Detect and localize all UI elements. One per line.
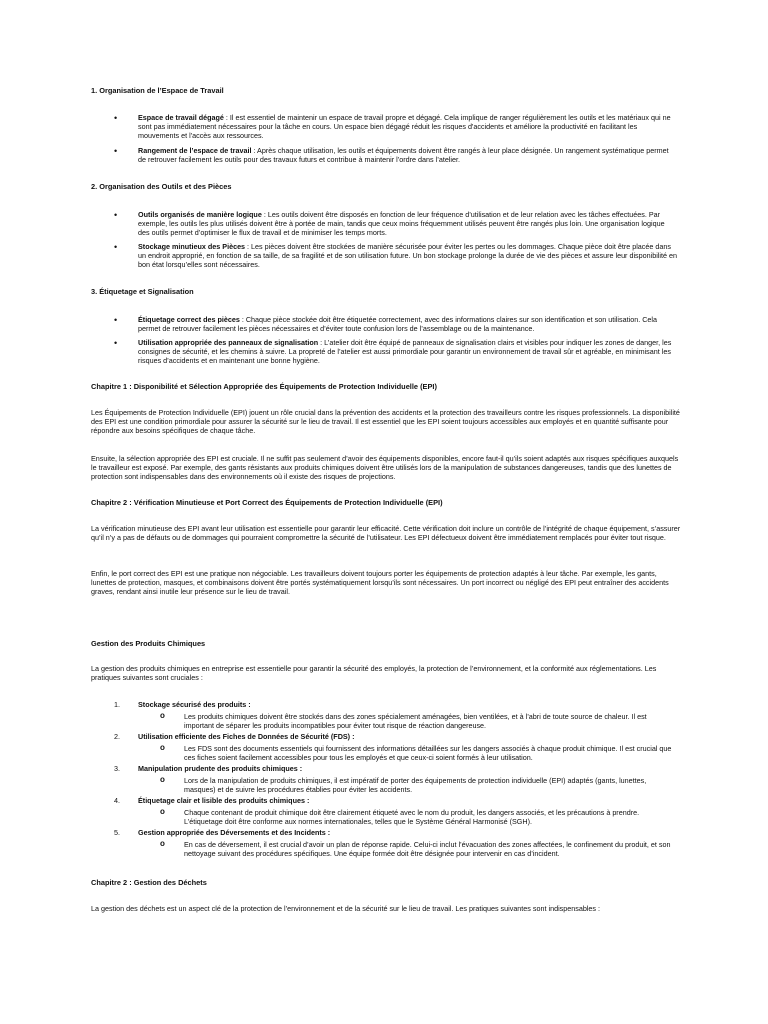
- circle-bullet-icon: o: [160, 743, 165, 752]
- section-3-heading: 3. Étiquetage et Signalisation: [91, 287, 194, 296]
- waste-chapter-heading: Chapitre 2 : Gestion des Déchets: [91, 878, 207, 887]
- s3-item-2: Utilisation appropriée des panneaux de signalisation : L’atelier doit être équipé de panneaux de signalisation clairs et visibles pour indiquer les zones de danger, les consignes de sécurité, et les chemins à suivre. La propreté de l’atelier est aussi primordiale pour garantir un environnement de travail sûr et agréable, en minimisant les risques d’accidents et en maintenant une bonne hygiène.: [138, 338, 672, 365]
- chemicals-item-title: Étiquetage clair et lisible des produits chimiques :: [138, 796, 310, 805]
- bullet-icon: •: [114, 146, 118, 156]
- bullet-icon: •: [114, 242, 118, 252]
- chemicals-item-text: Les FDS sont des documents essentiels qui fournissent des informations détaillées sur les dangers associés à chaque produit chimique. Il est crucial que ces fiches soient facilement accessibles pour tous les employés et que ceux-ci soient formés à leur utilisation.: [184, 744, 672, 762]
- chemicals-item-text: En cas de déversement, il est crucial d’avoir un plan de réponse rapide. Celui-ci inclut l’évacuation des zones affectées, le confinement du produit, et son nettoyage suivant des procédures spécifiques. Une équipe formée doit être désignée pour intervenir en cas d’incident.: [184, 840, 671, 858]
- circle-bullet-icon: o: [160, 775, 165, 784]
- circle-bullet-icon: o: [160, 711, 165, 720]
- section-2-heading: 2. Organisation des Outils et des Pièces: [91, 182, 232, 191]
- s1-item-2: Rangement de l’espace de travail : Après chaque utilisation, les outils et équipements doivent être rangés à leur place désignée. Un rangement systématique permet de retrouver facilement les outils pour des travaux futurs et contribue à maintenir l’ordre dans l’atelier.: [138, 146, 669, 164]
- circle-bullet-icon: o: [160, 807, 165, 816]
- waste-paragraph-1: La gestion des déchets est un aspect clé de la protection de l’environnement et de la sécurité sur le lieu de travail. Les pratiques suivantes sont indispensables :: [91, 904, 601, 913]
- chapter-1-paragraph-1: Les Équipements de Protection Individuelle (EPI) jouent un rôle crucial dans la prévention des accidents et la protection des travailleurs contre les risques professionnels. La disponibilité des EPI est une condition primordiale pour assurer la sécurité sur le lieu de travail. Il est essentiel que les EPI soient toujours accessibles aux employés et en quantité suffisante pour répondre aux besoins spécifiques de chaque tâche.: [91, 408, 680, 435]
- circle-bullet-icon: o: [160, 839, 165, 848]
- chapter-1-heading: Chapitre 1 : Disponibilité et Sélection Appropriée des Équipements de Protection Individuelle (EPI): [91, 382, 437, 391]
- bullet-icon: •: [114, 315, 118, 325]
- s2-item-2: Stockage minutieux des Pièces : Les pièces doivent être stockées de manière sécurisée pour éviter les pertes ou les dommages. Chaque pièce doit être placée dans un endroit approprié, en fonction de sa taille, de sa fragilité et de son utilisation future. Un bon stockage prolonge la durée de vie des pièces et assure leur disponibilité en bon état lorsqu’elles sont nécessaires.: [138, 242, 678, 269]
- section-1-heading: 1. Organisation de l’Espace de Travail: [91, 86, 224, 95]
- chapter-2-paragraph-1: La vérification minutieuse des EPI avant leur utilisation est essentielle pour garantir leur efficacité. Cette vérification doit inclure un contrôle de l’intégrité de chaque équipement, s’assurer qu’il n’y a pas de défauts ou de dommages qui pourraient compromettre la sécurité de l’utilisateur. Les EPI défectueux doivent être immédiatement remplacés pour éviter tout risque.: [91, 524, 681, 542]
- list-number: 5.: [114, 828, 120, 837]
- chemicals-item-title: Manipulation prudente des produits chimiques :: [138, 764, 303, 773]
- bullet-icon: •: [114, 113, 118, 123]
- chapter-2-heading: Chapitre 2 : Vérification Minutieuse et Port Correct des Équipements de Protection Individuelle (EPI): [91, 498, 443, 507]
- chemicals-item-text: Lors de la manipulation de produits chimiques, il est impératif de porter des équipements de protection individuelle (EPI) adaptés (gants, lunettes, masques) et de suivre les procédures établies pour éviter les accidents.: [184, 776, 647, 794]
- chemicals-item-text: Chaque contenant de produit chimique doit être clairement étiqueté avec le nom du produit, les dangers associés, et les précautions à prendre. L’étiquetage doit être conforme aux normes internationales, telles que le Système Général Harmonisé (SGH).: [184, 808, 640, 826]
- chapter-2-paragraph-2: Enfin, le port correct des EPI est une pratique non négociable. Les travailleurs doivent toujours porter les équipements de protection adaptés à leur tâche. Par exemple, les gants, lunettes de protection, masques, et combinaisons doivent être portés systématiquement lorsqu’ils sont nécessaires. Un port incorrect ou négligé des EPI peut entraîner des accidents graves, rendant ainsi inutile leur présence sur le lieu de travail.: [91, 569, 669, 596]
- chemicals-intro: La gestion des produits chimiques en entreprise est essentielle pour garantir la sécurité des employés, la protection de l’environnement, et la conformité aux réglementations. Les pratiques suivantes sont cruciales :: [91, 664, 657, 682]
- list-number: 2.: [114, 732, 120, 741]
- list-number: 1.: [114, 700, 120, 709]
- s2-item-1: Outils organisés de manière logique : Les outils doivent être disposés en fonction de leur fréquence d’utilisation et de leur relation avec les tâches effectuées. Par exemple, les outils les plus utilisés doivent être à portée de main, tandis que ceux moins fréquemment utilisés peuvent être rangés plus loin. Une organisation logique des outils permet d’optimiser le flux de travail et de minimiser les temps morts.: [138, 210, 665, 237]
- chapter-1-paragraph-2: Ensuite, la sélection appropriée des EPI est cruciale. Il ne suffit pas seulement d’avoir des équipements disponibles, encore faut-il qu’ils soient adaptés aux risques spécifiques auxquels le travailleur est exposé. Par exemple, des gants résistants aux produits chimiques doivent être utilisés lors de la manipulation de substances dangereuses, tandis que des lunettes de protection sont indispensables dans des environnements où il existe des risques de projections.: [91, 454, 679, 481]
- chemicals-item-title: Utilisation efficiente des Fiches de Données de Sécurité (FDS) :: [138, 732, 355, 741]
- chemicals-item-title: Gestion appropriée des Déversements et des Incidents :: [138, 828, 331, 837]
- list-number: 4.: [114, 796, 120, 805]
- s3-item-1: Étiquetage correct des pièces : Chaque pièce stockée doit être étiquetée correctement, avec des informations claires sur son identification et son utilisation. Cela permet de retrouver facilement les pièces nécessaires et d’éviter toute confusion lors de l’assemblage ou de la maintenance.: [138, 315, 657, 333]
- chemicals-heading: Gestion des Produits Chimiques: [91, 639, 206, 648]
- chemicals-item-title: Stockage sécurisé des produits :: [138, 700, 251, 709]
- bullet-icon: •: [114, 210, 118, 220]
- list-number: 3.: [114, 764, 120, 773]
- chemicals-item-text: Les produits chimiques doivent être stockés dans des zones spécialement aménagées, bien ventilées, et à l’abri de toute source de chaleur. Il est important de séparer les produits incompatibles pour éviter tout risque de réaction dangereuse.: [184, 712, 647, 730]
- bullet-icon: •: [114, 338, 118, 348]
- s1-item-1: Espace de travail dégagé : Il est essentiel de maintenir un espace de travail propre et dégagé. Cela implique de ranger régulièrement les outils et les matériaux qui ne sont pas immédiatement nécessaires pour la tâche en cours. Un espace bien dégagé réduit les risques d'accidents et améliore la productivité en facilitant les mouvements et l'accès aux ressources.: [138, 113, 671, 140]
